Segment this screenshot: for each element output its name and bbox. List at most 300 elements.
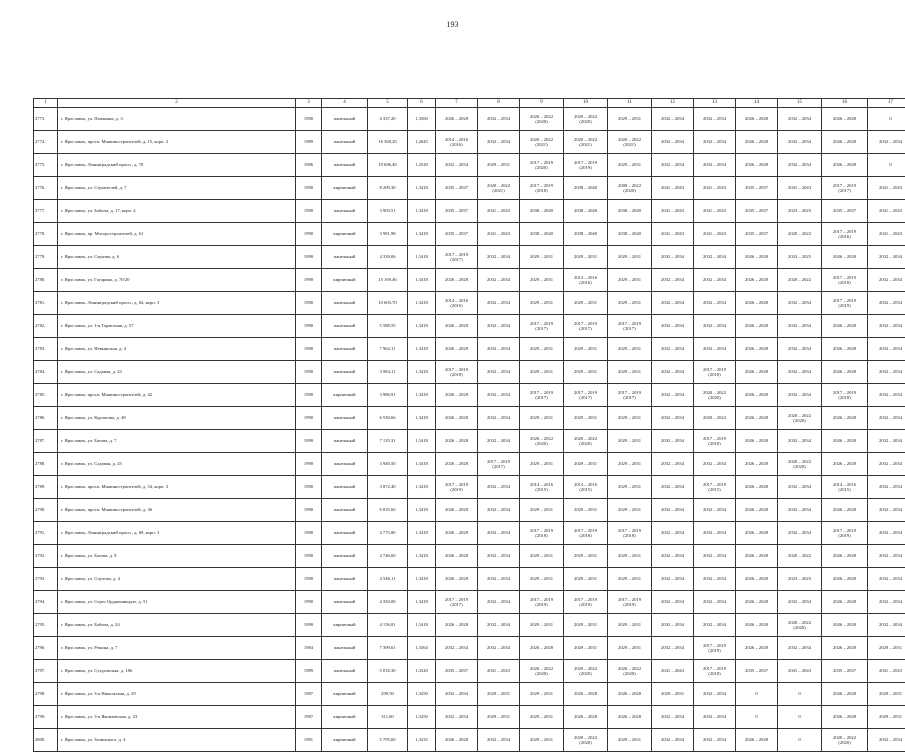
table-cell: 2017 – 2019 (2018) (436, 361, 478, 384)
table-cell: 4 350,00 (368, 591, 408, 614)
table-cell: 2032 – 2034 (694, 591, 736, 614)
table-cell: 2032 – 2034 (652, 407, 694, 430)
address-cell: г. Ярославль, ул. Бабича, д. 17, корп. 4 (58, 200, 296, 223)
table-cell: 2029 – 2031 (608, 338, 652, 361)
table-cell: 2035 – 2037 (436, 177, 478, 200)
table-cell: 2032 – 2034 (436, 706, 478, 729)
table-cell: 2026 – 2028 (436, 729, 478, 752)
table-cell: 2026 – 2028 (736, 591, 778, 614)
table-row (34, 499, 905, 522)
table-row (34, 246, 905, 269)
address-cell: г. Ярославль, Ленинградский просп., д. 78 (58, 154, 296, 177)
table-cell: 2026 – 2028 (822, 108, 868, 131)
table-cell: кирпичный (322, 269, 368, 292)
table-cell: 2041 – 2043 (694, 223, 736, 246)
table-cell: 2029 – 2031 (564, 246, 608, 269)
table-cell: 311,60 (368, 706, 408, 729)
table-cell: 2026 – 2028 (822, 499, 868, 522)
table-cell: 2032 – 2034 (478, 269, 520, 292)
table-cell: 2041 – 2043 (652, 223, 694, 246)
table-cell: 2026 – 2028 (822, 338, 868, 361)
table-cell: 2017 – 2019 (2018) (520, 522, 564, 545)
table-cell: 2029 – 2031 (478, 706, 520, 729)
table-cell: 2026 – 2028 (436, 269, 478, 292)
table-cell: 2020 – 2022 (2020) (778, 453, 822, 476)
table-cell: 2041 – 2043 (652, 200, 694, 223)
table-cell: панельный (322, 200, 368, 223)
table-cell: 2032 – 2034 (694, 614, 736, 637)
table-cell: 2032 – 2034 (694, 453, 736, 476)
table-cell: 2017 – 2019 (2018) (694, 361, 736, 384)
table-cell: 2020 – 2022 (2020) (778, 614, 822, 637)
row-number: 2799. (34, 706, 58, 729)
table-cell: 2026 – 2028 (822, 154, 868, 177)
table-cell: 2029 – 2031 (478, 154, 520, 177)
table-cell: 2026 – 2028 (436, 430, 478, 453)
table-cell: 2032 – 2034 (652, 269, 694, 292)
table-cell: 1,3418 (408, 568, 436, 591)
table-cell: панельный (322, 338, 368, 361)
table-cell: 2032 – 2034 (652, 315, 694, 338)
row-number: 2784. (34, 361, 58, 384)
address-cell: г. Ярославль, ул. Строителей, д. 7 (58, 177, 296, 200)
table-cell: 2020 – 2022 (2021) (520, 131, 564, 154)
table-cell: 2038 – 2040 (564, 200, 608, 223)
table-cell: 2029 – 2031 (564, 453, 608, 476)
address-cell: г. Ярославль, ул. 3-я Яковлевская, д. 23 (58, 706, 296, 729)
table-row (34, 269, 905, 292)
table-cell: 3 984,11 (368, 361, 408, 384)
table-cell: 1990 (296, 292, 322, 315)
table-cell: 2026 – 2028 (736, 407, 778, 430)
table-cell: 2041 – 2043 (694, 177, 736, 200)
table-cell: 2026 – 2028 (822, 407, 868, 430)
table-cell: 2032 – 2034 (694, 131, 736, 154)
column-number-header: 3 (296, 99, 322, 108)
table-cell: 2029 – 2031 (608, 545, 652, 568)
row-number: 2790. (34, 499, 58, 522)
address-cell: г. Ярославль, ул. Зелинского, д. 4 (58, 729, 296, 752)
table-cell: 2026 – 2028 (736, 614, 778, 637)
table-cell: 2026 – 2028 (822, 683, 868, 706)
table-cell: 2026 – 2028 (436, 315, 478, 338)
table-cell: 2017 – 2019 (2017) (520, 315, 564, 338)
table-cell: 2029 – 2031 (520, 407, 564, 430)
header-row (34, 99, 905, 108)
address-cell: г. Ярославль, ул. Ренина, д. 7 (58, 637, 296, 660)
table-cell: 2020 – 2022 (2020) (520, 108, 564, 131)
table-cell: 2026 – 2028 (822, 591, 868, 614)
table-cell: 2032 – 2034 (868, 384, 905, 407)
table-cell: 4 775,80 (368, 522, 408, 545)
table-cell: 2032 – 2034 (652, 453, 694, 476)
table-cell: 2032 – 2034 (694, 246, 736, 269)
table-cell: 2032 – 2034 (478, 315, 520, 338)
table-cell: 2026 – 2028 (436, 545, 478, 568)
table-row (34, 177, 905, 200)
table-cell: 1987 (296, 706, 322, 729)
table-cell: 2017 – 2019 (2017) (608, 315, 652, 338)
table-cell: 2032 – 2034 (652, 476, 694, 499)
row-number: 2794. (34, 591, 58, 614)
table-cell: 2032 – 2034 (694, 154, 736, 177)
table-cell: 2041 – 2043 (868, 223, 905, 246)
row-number: 2775. (34, 154, 58, 177)
table-cell: 2014 – 2016 (2016) (564, 269, 608, 292)
table-cell: 2026 – 2028 (822, 246, 868, 269)
table-cell: 1,3235 (408, 729, 436, 752)
table-cell: 2026 – 2028 (822, 545, 868, 568)
table-cell: 2026 – 2028 (822, 131, 868, 154)
table-cell: 2032 – 2034 (694, 522, 736, 545)
table-cell: 2029 – 2031 (608, 499, 652, 522)
column-number-header: 17 (868, 99, 905, 108)
table-cell: 2035 – 2037 (436, 223, 478, 246)
table-cell: 2017 – 2019 (2018) (694, 660, 736, 683)
table-cell: 2020 – 2022 (778, 223, 822, 246)
table-cell: 2032 – 2034 (478, 108, 520, 131)
table-cell: 2020 – 2022 (2020) (778, 407, 822, 430)
table-cell: 2032 – 2034 (652, 131, 694, 154)
table-cell: 1990 (296, 246, 322, 269)
table-cell: 2032 – 2034 (652, 499, 694, 522)
table-cell: 0 (736, 706, 778, 729)
table-cell: 2026 – 2028 (564, 706, 608, 729)
table-cell: 2032 – 2034 (436, 154, 478, 177)
row-number: 2787. (34, 430, 58, 453)
table-cell: 2032 – 2034 (652, 384, 694, 407)
address-cell: г. Ярославль, ул. Батова, д. 9 (58, 545, 296, 568)
table-cell: 2029 – 2031 (608, 476, 652, 499)
table-cell: 2014 – 2016 (2015) (822, 476, 868, 499)
table-cell: панельный (322, 476, 368, 499)
table-cell: 4 156,81 (368, 614, 408, 637)
table-cell: 2017 – 2019 (2018) (694, 430, 736, 453)
column-number-header: 8 (478, 99, 520, 108)
table-cell: 2041 – 2043 (868, 660, 905, 683)
table-cell: 2017 – 2019 (2019) (822, 522, 868, 545)
table-cell: 2032 – 2034 (652, 246, 694, 269)
row-number: 2798. (34, 683, 58, 706)
table-cell: 2029 – 2031 (520, 453, 564, 476)
table-cell: 2041 – 2043 (694, 200, 736, 223)
table-cell: 2032 – 2034 (868, 131, 905, 154)
table-cell: 2029 – 2031 (868, 706, 905, 729)
table-cell: 2020 – 2022 (694, 407, 736, 430)
table-cell: 2032 – 2034 (652, 522, 694, 545)
row-number: 2776. (34, 177, 58, 200)
table-row (34, 476, 905, 499)
table-cell: 2026 – 2028 (736, 499, 778, 522)
table-cell: 2032 – 2034 (868, 453, 905, 476)
table-cell: 2023 – 2025 (778, 200, 822, 223)
table-cell: 1,3320 (408, 660, 436, 683)
table-cell: панельный (322, 591, 368, 614)
table-cell: 2008 – 2022 (2020) (608, 177, 652, 200)
table-cell: 2020 – 2022 (2021) (478, 177, 520, 200)
table-cell: 2032 – 2034 (694, 683, 736, 706)
column-number-header: 1 (34, 99, 58, 108)
table-row (34, 522, 905, 545)
table-cell: 2032 – 2034 (478, 131, 520, 154)
table-cell: 2029 – 2031 (608, 407, 652, 430)
table-cell: 2017 – 2019 (2020) (520, 154, 564, 177)
table-cell: 1,3250 (408, 706, 436, 729)
table-cell: панельный (322, 430, 368, 453)
table-cell: панельный (322, 637, 368, 660)
table-cell: 2038 – 2040 (608, 200, 652, 223)
table-cell: 2032 – 2034 (652, 338, 694, 361)
table-cell: 1,3418 (408, 591, 436, 614)
table-cell: 5 795,60 (368, 729, 408, 752)
table-cell: 2026 – 2028 (822, 706, 868, 729)
table-cell: 2026 – 2028 (436, 407, 478, 430)
address-cell: г. Ярославль, пр. Моторостроителей, д. 61 (58, 223, 296, 246)
table-cell: 2029 – 2031 (608, 568, 652, 591)
table-cell: 1990 (296, 108, 322, 131)
table-cell: 2032 – 2034 (868, 407, 905, 430)
table-cell: 7 135,31 (368, 430, 408, 453)
table-cell: 0 (778, 706, 822, 729)
table-cell: 2020 – 2022 (2021) (608, 131, 652, 154)
table-cell: 1990 (296, 476, 322, 499)
table-cell: 2026 – 2028 (736, 384, 778, 407)
table-cell: 1990 (296, 223, 322, 246)
table-cell: 2032 – 2034 (478, 476, 520, 499)
table-cell: 1990 (296, 430, 322, 453)
table-cell: 2017 – 2019 (2017) (436, 246, 478, 269)
table-cell: 1,3418 (408, 499, 436, 522)
table-cell: 2032 – 2034 (868, 269, 905, 292)
row-number: 2781. (34, 292, 58, 315)
address-cell: г. Ярославль, ул. Невьянская, д. 4 (58, 338, 296, 361)
column-number-header: 16 (822, 99, 868, 108)
table-cell: 1990 (296, 453, 322, 476)
table-cell: 16 368,20 (368, 131, 408, 154)
table-cell: 1,3418 (408, 177, 436, 200)
table-cell: 2017 – 2019 (2019) (822, 292, 868, 315)
table-cell: 4 546,11 (368, 568, 408, 591)
table-cell: 2041 – 2043 (652, 660, 694, 683)
table-cell: панельный (322, 315, 368, 338)
table-cell: 1990 (296, 545, 322, 568)
table-cell: 2026 – 2028 (436, 499, 478, 522)
table-cell: 2017 – 2019 (2018) (520, 177, 564, 200)
table-row (34, 614, 905, 637)
address-cell: г. Ярославль, ул. Саукова, д. 6 (58, 246, 296, 269)
table-row (34, 384, 905, 407)
table-cell: 1990 (296, 614, 322, 637)
table-cell: 2029 – 2031 (608, 246, 652, 269)
row-number: 2788. (34, 453, 58, 476)
table-cell: 7 399,61 (368, 637, 408, 660)
address-cell: г. Ярославль, просп. Машиностроителей, д. 36 (58, 499, 296, 522)
table-cell: 2020 – 2022 (2020) (564, 430, 608, 453)
table-cell: 2029 – 2031 (868, 637, 905, 660)
table-cell: 1989 (296, 131, 322, 154)
table-cell: 1,2520 (408, 154, 436, 177)
row-number: 2778. (34, 223, 58, 246)
table-cell: 8 209,30 (368, 177, 408, 200)
table-cell: 2014 – 2016 (2015) (520, 476, 564, 499)
table-cell: 6 530,66 (368, 407, 408, 430)
table-cell: 1990 (296, 315, 322, 338)
table-cell: 1987 (296, 683, 322, 706)
table-cell: 2032 – 2034 (694, 568, 736, 591)
table-cell: 1,3418 (408, 522, 436, 545)
table-row (34, 591, 905, 614)
table-cell: 2026 – 2028 (608, 706, 652, 729)
table-cell: 2029 – 2031 (652, 683, 694, 706)
table-row (34, 683, 905, 706)
address-cell: г. Ярославль, ул. Папанина, д. 3 (58, 108, 296, 131)
table-cell: 2026 – 2028 (736, 568, 778, 591)
table-cell: 2029 – 2031 (608, 430, 652, 453)
table-cell: панельный (322, 292, 368, 315)
table-cell: 2032 – 2034 (778, 591, 822, 614)
table-cell: 2032 – 2034 (868, 568, 905, 591)
table-cell: 2041 – 2043 (478, 200, 520, 223)
row-number: 2789. (34, 476, 58, 499)
table-cell: кирпичный (322, 706, 368, 729)
address-cell: г. Ярославль, ул. Серго Орджоникидзе, д. 51 (58, 591, 296, 614)
row-number: 2783. (34, 338, 58, 361)
row-number: 2793. (34, 568, 58, 591)
address-cell: г. Ярославль, ул. Садовая, д. 25 (58, 453, 296, 476)
table-cell: 2029 – 2031 (564, 338, 608, 361)
table-cell: 2026 – 2028 (736, 430, 778, 453)
address-cell: г. Ярославль, просп. Машиностроителей, д. 54, корп. 3 (58, 476, 296, 499)
table-cell: 2032 – 2034 (778, 522, 822, 545)
table-cell: 2026 – 2028 (736, 476, 778, 499)
table-cell: 2029 – 2031 (608, 269, 652, 292)
table-cell: 1,3560 (408, 108, 436, 131)
table-cell: 2020 – 2022 (2020) (520, 430, 564, 453)
table-cell: 2029 – 2031 (520, 706, 564, 729)
column-number-header: 2 (58, 99, 296, 108)
address-cell: г. Ярославль, ул. Батова, д. 7 (58, 430, 296, 453)
table-cell: 2017 – 2019 (2019) (564, 154, 608, 177)
address-cell: г. Ярославль, просп. Машиностроителей, д. 15, корп. 2 (58, 131, 296, 154)
column-number-header: 13 (694, 99, 736, 108)
table-cell: 2032 – 2034 (478, 407, 520, 430)
table-cell: 2032 – 2034 (478, 614, 520, 637)
row-number: 2779. (34, 246, 58, 269)
table-cell: 2035 – 2037 (736, 200, 778, 223)
table-row (34, 729, 905, 752)
page-number: 193 (0, 20, 905, 29)
table-cell: 2026 – 2028 (736, 637, 778, 660)
table-cell: 2026 – 2028 (736, 269, 778, 292)
table-cell: 2026 – 2028 (436, 453, 478, 476)
table-cell: 2029 – 2031 (564, 568, 608, 591)
table-cell: 2017 – 2019 (2018) (822, 384, 868, 407)
table-row (34, 453, 905, 476)
table-cell: 2026 – 2028 (736, 246, 778, 269)
table-cell: 2032 – 2034 (868, 338, 905, 361)
table-cell: 2032 – 2034 (478, 545, 520, 568)
table-cell: 2029 – 2031 (520, 683, 564, 706)
table-cell: 4 746,60 (368, 545, 408, 568)
table-cell: панельный (322, 499, 368, 522)
table-cell: 2026 – 2028 (822, 430, 868, 453)
table-cell: 1,3418 (408, 223, 436, 246)
table-cell: 2029 – 2031 (520, 499, 564, 522)
table-cell: 3 872,40 (368, 476, 408, 499)
table-cell: 2032 – 2034 (868, 361, 905, 384)
table-cell: 2029 – 2031 (608, 453, 652, 476)
table-cell: 0 (868, 108, 905, 131)
table-cell: 2029 – 2031 (608, 292, 652, 315)
table-cell: 7 962,11 (368, 338, 408, 361)
table-cell: 2020 – 2022 (778, 545, 822, 568)
table-cell: 2032 – 2034 (868, 591, 905, 614)
row-number: 2796. (34, 637, 58, 660)
table-cell: 2026 – 2028 (822, 614, 868, 637)
table-cell: 5 588,55 (368, 315, 408, 338)
table-cell: 2026 – 2028 (736, 131, 778, 154)
table-cell: 1,3250 (408, 683, 436, 706)
row-number: 2800. (34, 729, 58, 752)
table-cell: 2029 – 2031 (478, 683, 520, 706)
table-cell: 2032 – 2034 (868, 476, 905, 499)
table-cell: 2029 – 2031 (520, 545, 564, 568)
table-cell: 2041 – 2043 (478, 223, 520, 246)
table-cell: 2020 – 2022 (2020) (608, 660, 652, 683)
table-cell: 1,3418 (408, 361, 436, 384)
table-row (34, 430, 905, 453)
table-cell: 2032 – 2034 (868, 522, 905, 545)
column-number-header: 15 (778, 99, 822, 108)
table-cell: 1989 (296, 660, 322, 683)
table-cell: 1990 (296, 407, 322, 430)
table-row (34, 315, 905, 338)
row-number: 2773. (34, 108, 58, 131)
table-cell: 2035 – 2037 (436, 200, 478, 223)
table-row (34, 660, 905, 683)
column-number-header: 7 (436, 99, 478, 108)
table-cell: 2029 – 2031 (564, 407, 608, 430)
table-cell: 2032 – 2034 (778, 499, 822, 522)
table-cell: 1,3418 (408, 545, 436, 568)
table-cell: 2032 – 2034 (694, 338, 736, 361)
table-cell: 1,3418 (408, 407, 436, 430)
table-cell: 2038 – 2040 (564, 223, 608, 246)
table-cell: 1990 (296, 338, 322, 361)
table-cell: 2032 – 2034 (478, 338, 520, 361)
table-cell: 2026 – 2028 (736, 292, 778, 315)
table-cell: панельный (322, 660, 368, 683)
table-cell: 2032 – 2034 (652, 706, 694, 729)
table-cell: 2017 – 2019 (2017) (520, 384, 564, 407)
table-cell: 2017 – 2019 (2016) (822, 223, 868, 246)
table-cell: 1990 (296, 522, 322, 545)
table-cell: 2032 – 2034 (694, 315, 736, 338)
table-cell: 2038 – 2040 (564, 177, 608, 200)
table-cell: кирпичный (322, 683, 368, 706)
table-cell: 2029 – 2031 (520, 361, 564, 384)
table-cell: 1,3418 (408, 476, 436, 499)
table-cell: 2017 – 2019 (2017) (822, 177, 868, 200)
table-cell: 2035 – 2037 (822, 660, 868, 683)
address-cell: г. Ярославль, ул. 1-я Тормозная, д. 57 (58, 315, 296, 338)
table-cell: 2017 – 2019 (2019) (564, 591, 608, 614)
table-cell: 2032 – 2034 (868, 614, 905, 637)
table-cell: 2026 – 2028 (822, 453, 868, 476)
address-cell: г. Ярославль, ул. 3-я Никольская, д. 29 (58, 683, 296, 706)
table-cell: 3 940,50 (368, 453, 408, 476)
table-cell: 2041 – 2043 (778, 660, 822, 683)
